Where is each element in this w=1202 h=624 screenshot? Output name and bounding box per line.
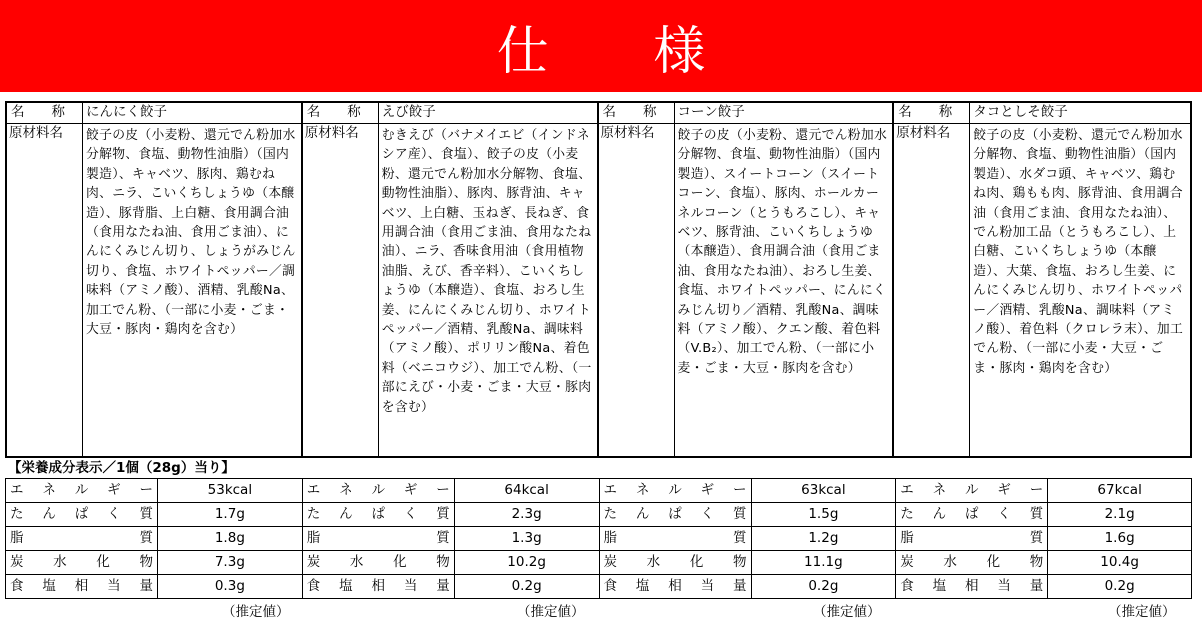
nutrition-value: 10.4g xyxy=(1100,554,1139,570)
nutrition-label: 炭水化物 xyxy=(6,551,158,574)
nutrition-value: 0.2g xyxy=(1104,578,1135,594)
ingredients-row xyxy=(7,124,301,456)
header-banner xyxy=(0,0,1202,92)
nutrition-row-carbs xyxy=(6,551,302,575)
nutrition-table-corn xyxy=(599,478,896,599)
nutrition-label: 食塩相当量 xyxy=(600,575,752,598)
nutrition-value: 1.8g xyxy=(214,530,245,546)
nutrition-value: 2.1g xyxy=(1104,506,1135,522)
estimate-note: （推定値） xyxy=(1108,604,1176,620)
nutrition-value: 0.2g xyxy=(808,578,839,594)
nutrition-value: 1.5g xyxy=(808,506,839,522)
name-label: 名 称 xyxy=(894,103,970,123)
nutrition-row-protein xyxy=(896,503,1191,527)
nutrition-label: エネルギー xyxy=(600,479,752,502)
nutrition-row-energy xyxy=(6,479,302,503)
estimate-note: （推定値） xyxy=(813,604,881,620)
product-column-garlic xyxy=(7,103,303,456)
nutrition-label: 食塩相当量 xyxy=(6,575,158,598)
product-column-corn xyxy=(599,103,895,456)
product-column-octopus-shiso xyxy=(894,103,1190,456)
product-name: えび餃子 xyxy=(381,104,436,120)
nutrition-row-carbs xyxy=(303,551,599,575)
nutrition-label: たんぱく質 xyxy=(600,503,752,526)
name-label: 名 称 xyxy=(599,103,675,123)
name-label: 名 称 xyxy=(303,103,379,123)
ingredients-table xyxy=(5,101,1192,458)
nutrition-label: 脂質 xyxy=(896,527,1048,550)
nutrition-label: 炭水化物 xyxy=(303,551,455,574)
name-label: 名 称 xyxy=(7,103,83,123)
nutrition-row-carbs xyxy=(896,551,1191,575)
nutrition-row-salt xyxy=(896,575,1191,598)
nutrition-table-shrimp xyxy=(302,478,599,599)
nutrition-row-protein xyxy=(303,503,599,527)
nutrition-label: 食塩相当量 xyxy=(303,575,455,598)
product-name: コーン餃子 xyxy=(677,104,745,120)
nutrition-row-protein xyxy=(600,503,896,527)
nutrition-value: 2.3g xyxy=(511,506,542,522)
ingredients-label: 原材料名 xyxy=(303,124,379,456)
nutrition-value: 64kcal xyxy=(504,482,549,498)
nutrition-value: 1.6g xyxy=(1104,530,1135,546)
nutrition-label: たんぱく質 xyxy=(6,503,158,526)
nutrition-row-protein xyxy=(6,503,302,527)
estimate-note: （推定値） xyxy=(222,604,290,620)
nutrition-row-fat xyxy=(6,527,302,551)
nutrition-heading: 【栄養成分表示／1個（28g）当り】 xyxy=(8,460,235,476)
estimate-note: （推定値） xyxy=(517,604,585,620)
ingredients-label: 原材料名 xyxy=(7,124,83,456)
nutrition-label: エネルギー xyxy=(896,479,1048,502)
nutrition-label: エネルギー xyxy=(303,479,455,502)
name-row xyxy=(894,103,1190,124)
ingredients-label: 原材料名 xyxy=(599,124,675,456)
name-row xyxy=(303,103,597,124)
nutrition-tables xyxy=(5,478,1192,599)
nutrition-label: 脂質 xyxy=(6,527,158,550)
ingredients-text: 餃子の皮（小麦粉、還元でん粉加水分解物、食塩、動物性油脂）（国内製造）、キャベツ、豚肉、鶏むね肉、ニラ、こいくちしょうゆ（本醸造）、豚背脂、上白糖、食用調合油（食用なたね油、食用ごま油）、にんにくみじん切り、しょうがみじん切り、食塩、ホワイトペッパー／調味料（アミノ酸）、酒精、乳酸Na、加工でん粉、（一部に小麦・ごま・大豆・豚肉・鶏肉を含む） xyxy=(86,128,296,338)
nutrition-value: 11.1g xyxy=(804,554,843,570)
nutrition-value: 0.3g xyxy=(214,578,245,594)
name-row xyxy=(7,103,301,124)
ingredients-label: 原材料名 xyxy=(894,124,970,456)
nutrition-value: 0.2g xyxy=(511,578,542,594)
nutrition-value: 1.2g xyxy=(808,530,839,546)
nutrition-value: 53kcal xyxy=(207,482,253,498)
nutrition-row-energy xyxy=(303,479,599,503)
ingredients-row xyxy=(303,124,597,456)
name-row xyxy=(599,103,893,124)
nutrition-label: 食塩相当量 xyxy=(896,575,1048,598)
nutrition-row-salt xyxy=(303,575,599,598)
nutrition-row-carbs xyxy=(600,551,896,575)
nutrition-row-fat xyxy=(896,527,1191,551)
nutrition-table-octopus-shiso xyxy=(895,478,1192,599)
nutrition-row-energy xyxy=(600,479,896,503)
ingredients-text: むきえび（バナメイエビ（インドネシア産）、食塩）、餃子の皮（小麦粉、還元でん粉加水分解物、食塩、動物性油脂）、豚肉、豚背油、キャベツ、上白糖、玉ねぎ、長ねぎ、食用調合油（食用ごま油、食用なたね油）、ニラ、香味食用油（食用植物油脂、えび、香辛料）、こいくちしょうゆ（本醸造）、食塩、おろし生姜、にんにくみじん切り、ホワイトペッパー／酒精、乳酸Na、調味料（アミノ酸）、ポリリン酸Na、着色料（ベニコウジ）、加工でん粉、（一部にえび・小麦・ごま・大豆・豚肉を含む） xyxy=(381,128,592,415)
nutrition-label: 炭水化物 xyxy=(600,551,752,574)
ingredients-text: 餃子の皮（小麦粉、還元でん粉加水分解物、食塩、動物性油脂）（国内製造）、水ダコ頭、キャベツ、鶏むね肉、鶏もも肉、豚背油、食用調合油（食用ごま油、食用なたね油）、でん粉加工品（とうもろこし）、上白糖、こいくちしょうゆ（本醸造）、大葉、食塩、おろし生姜、にんにくみじん切り、ホワイトペッパー／酒精、乳酸Na、調味料（アミノ酸）、着色料（クロレラ末）、加工でん粉、（一部に小麦・大豆・ごま・豚肉・鶏肉を含む） xyxy=(973,128,1184,376)
product-name: タコとしそ餃子 xyxy=(973,104,1068,120)
nutrition-value: 7.3g xyxy=(214,554,245,570)
product-name: にんにく餃子 xyxy=(86,104,167,120)
ingredients-row xyxy=(894,124,1190,456)
nutrition-value: 63kcal xyxy=(801,482,846,498)
ingredients-text: 餃子の皮（小麦粉、還元でん粉加水分解物、食塩、動物性油脂）（国内製造）、スイートコーン（スイートコーン、食塩）、豚肉、ホールカーネルコーン（とうもろこし）、キャベツ、豚背油、こいくちしょうゆ（本醸造）、食用調合油（食用ごま油、食用なたね油）、おろし生姜、食塩、ホワイトペッパー、にんにくみじん切り／酒精、乳酸Na、調味料（アミノ酸）、クエン酸、着色料（V.B₂）、加工でん粉、（一部に小麦・ごま・大豆・豚肉を含む） xyxy=(677,128,888,376)
nutrition-row-fat xyxy=(600,527,896,551)
nutrition-table-garlic xyxy=(5,478,302,599)
nutrition-label: 炭水化物 xyxy=(896,551,1048,574)
nutrition-value: 10.2g xyxy=(507,554,546,570)
nutrition-label: エネルギー xyxy=(6,479,158,502)
nutrition-label: たんぱく質 xyxy=(303,503,455,526)
nutrition-label: たんぱく質 xyxy=(896,503,1048,526)
nutrition-row-fat xyxy=(303,527,599,551)
nutrition-row-salt xyxy=(600,575,896,598)
nutrition-value: 1.7g xyxy=(214,506,245,522)
nutrition-value: 67kcal xyxy=(1097,482,1142,498)
page-title: 仕 様 xyxy=(496,21,750,82)
nutrition-value: 1.3g xyxy=(511,530,542,546)
nutrition-row-salt xyxy=(6,575,302,598)
ingredients-row xyxy=(599,124,893,456)
product-column-shrimp xyxy=(303,103,599,456)
nutrition-row-energy xyxy=(896,479,1191,503)
nutrition-label: 脂質 xyxy=(303,527,455,550)
nutrition-label: 脂質 xyxy=(600,527,752,550)
